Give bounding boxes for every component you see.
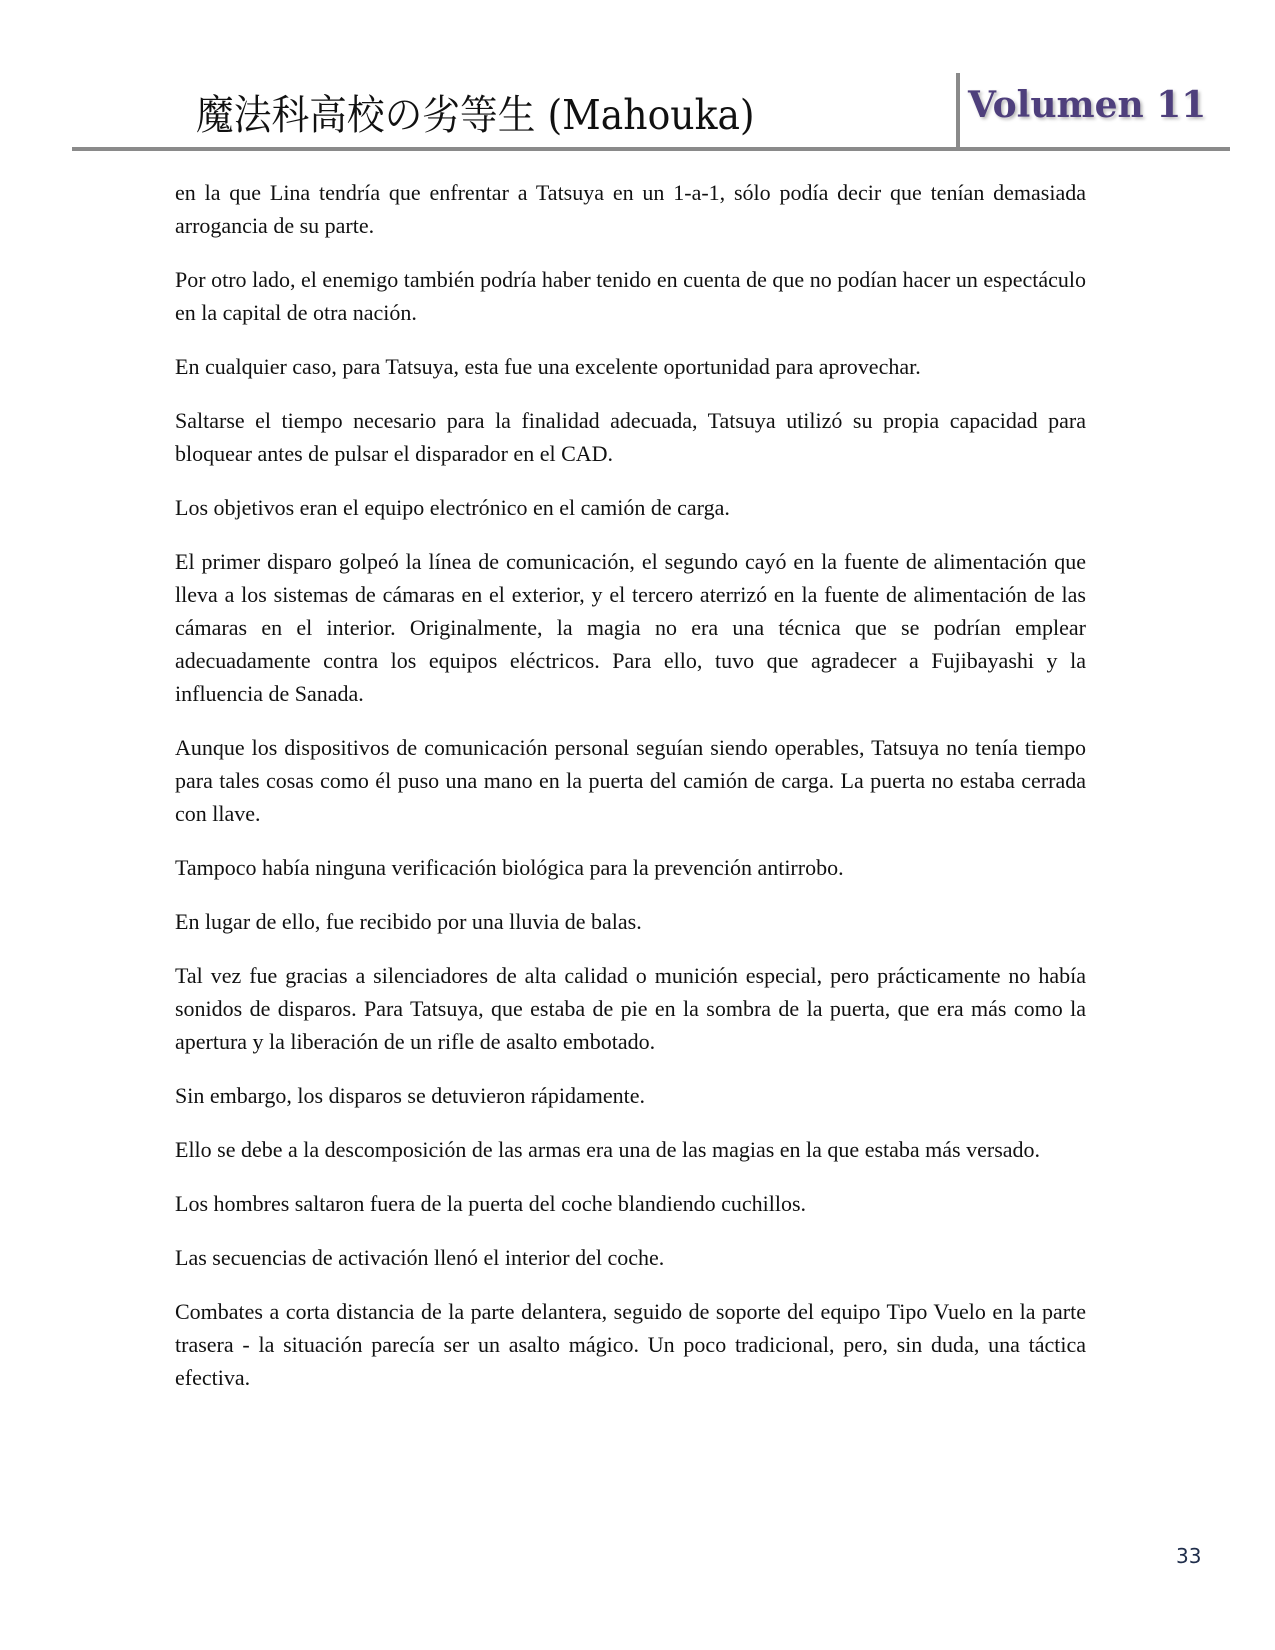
paragraph: En lugar de ello, fue recibido por una lluvia de balas. bbox=[175, 909, 642, 934]
paragraph: Aunque los dispositivos de comunicación personal seguían siendo operables, Tatsuya no tenía tiempo para tales cosas como él puso una mano en la puerta del camión de carga. La puerta no estaba cerrada con llave. bbox=[175, 735, 1086, 826]
paragraph: Los objetivos eran el equipo electrónico en el camión de carga. bbox=[175, 495, 730, 520]
paragraph: Los hombres saltaron fuera de la puerta del coche blandiendo cuchillos. bbox=[175, 1191, 807, 1216]
paragraph: Combates a corta distancia de la parte delantera, seguido de soporte del equipo Tipo Vuelo en la parte trasera - la situación parecía ser un asalto mágico. Un poco tradicional, pero, sin duda, una táctica efectiva. bbox=[175, 1299, 1086, 1390]
header-rule bbox=[72, 147, 1230, 151]
paragraph: El primer disparo golpeó la línea de comunicación, el segundo cayó en la fuente de alimentación que lleva a los sistemas de cámaras en el exterior, y el tercero aterrizó en la fuente de alimentación de las cámaras en el interior. Originalmente, la magia no era una técnica que se podrían emplear adecuadamente contra los equipos eléctricos. Para ello, tuvo que agradecer a Fujibayashi y la influencia de Sanada. bbox=[175, 549, 1086, 706]
paragraph: Saltarse el tiempo necesario para la finalidad adecuada, Tatsuya utilizó su propia capacidad para bloquear antes de pulsar el disparador en el CAD. bbox=[175, 408, 1086, 466]
paragraph: Por otro lado, el enemigo también podría haber tenido en cuenta de que no podían hacer un espectáculo en la capital de otra nación. bbox=[175, 267, 1086, 325]
page-number: 33 bbox=[1176, 1544, 1202, 1568]
paragraph: Ello se debe a la descomposición de las armas era una de las magias en la que estaba más versado. bbox=[175, 1137, 1041, 1162]
body-text bbox=[175, 176, 1086, 1415]
paragraph: Tampoco había ninguna verificación biológica para la prevención antirrobo. bbox=[175, 855, 844, 880]
volume-label: Volumen 11 bbox=[968, 84, 1207, 126]
paragraph: Sin embargo, los disparos se detuvieron rápidamente. bbox=[175, 1083, 646, 1108]
paragraph: En cualquier caso, para Tatsuya, esta fue una excelente oportunidad para aprovechar. bbox=[175, 354, 921, 379]
paragraph: Tal vez fue gracias a silenciadores de alta calidad o munición especial, pero prácticamente no había sonidos de disparos. Para Tatsuya, que estaba de pie en la sombra de la puerta, que era más como la apertura y la liberación de un rifle de asalto embotado. bbox=[175, 963, 1086, 1054]
header-divider bbox=[956, 73, 960, 151]
header-title: 魔法科高校の劣等生 (Mahouka) bbox=[196, 91, 755, 139]
paragraph: en la que Lina tendría que enfrentar a Tatsuya en un 1-a-1, sólo podía decir que tenían demasiada arrogancia de su parte. bbox=[175, 180, 1086, 238]
paragraph: Las secuencias de activación llenó el interior del coche. bbox=[175, 1245, 665, 1270]
